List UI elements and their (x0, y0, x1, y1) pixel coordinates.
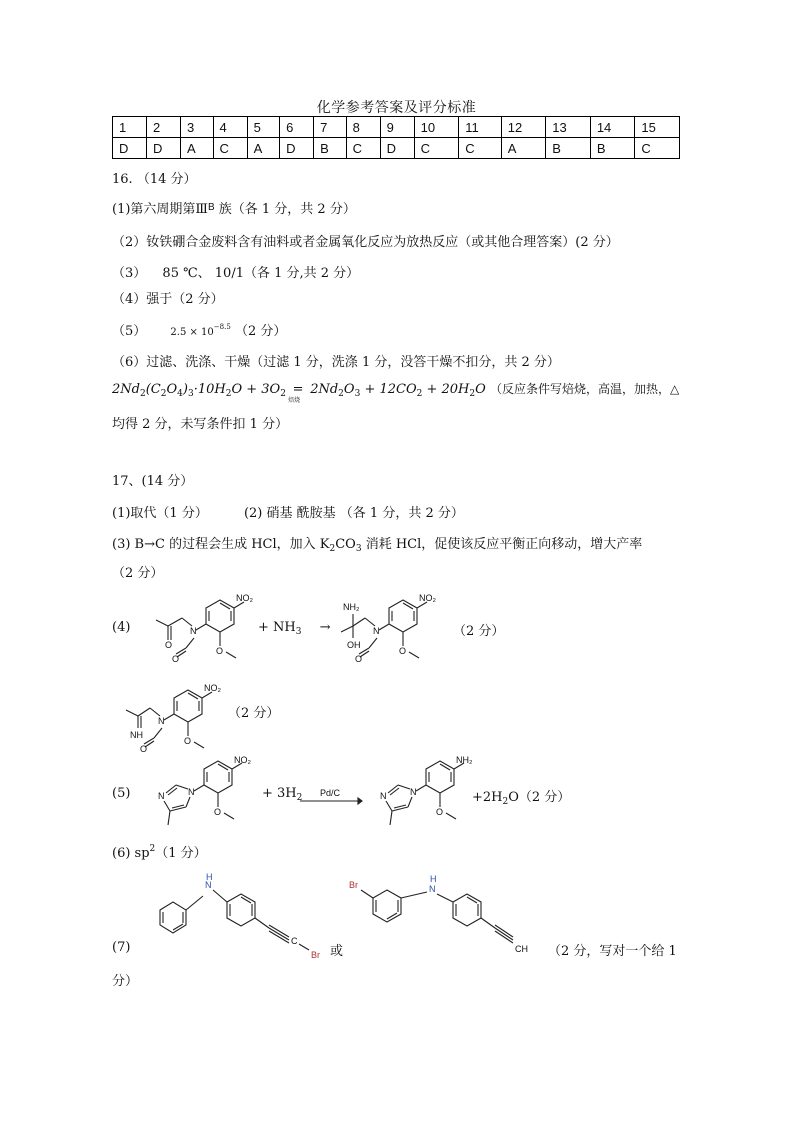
q17-answer-5-plus: + $3H_2$ (262, 786, 303, 803)
eq-part: ·10H (193, 382, 226, 397)
table-cell: C (459, 138, 502, 159)
q17-answer-4-label: (4) (112, 620, 131, 635)
n-label: N (205, 880, 212, 890)
q17-answer-6 (112, 842, 207, 861)
answer-text: +2H (472, 790, 503, 805)
no2-label: NO₂ (236, 593, 253, 603)
q17-answer-4-plus: + $NH_3$ → (258, 620, 331, 637)
answer-table (112, 116, 680, 159)
n-label: N (373, 626, 380, 636)
answer-text: (1)第六周期第Ⅲ (112, 202, 208, 217)
q17-answer-3-score: （2 分） (112, 566, 164, 581)
n-label: N (190, 626, 197, 636)
answer-text: 85 ℃、 10/1（各 1 分,共 2 分） (162, 266, 360, 281)
ch-label: CH (515, 944, 528, 954)
answer-text: 消耗 HCl，促使该反应平衡正向移动，增大产率 (361, 537, 643, 552)
answer-text: (2) 硝基 酰胺基 （各 1 分，共 2 分） (243, 506, 464, 521)
q17-answer-5-product: $+2H_2O(2$ 分） (472, 790, 571, 807)
answer-text: CO (335, 537, 356, 552)
table-cell: 13 (546, 117, 591, 138)
answer-label: （5） (112, 324, 147, 339)
table-row-answers (113, 138, 680, 159)
table-cell: 11 (459, 117, 502, 138)
answer-text: + NH (258, 620, 296, 635)
oh-label: OH (347, 640, 361, 650)
table-cell: 12 (501, 117, 546, 138)
table-cell: 3 (181, 117, 214, 138)
answer-text: O（2 分） (508, 790, 571, 805)
h-label: H (430, 874, 437, 884)
table-cell: B (546, 138, 591, 159)
o-label: O (140, 744, 148, 754)
table-cell: 14 (590, 117, 635, 138)
eq-note: （反应条件写焙烧，高温，加热，△ (489, 382, 680, 396)
nh2-label: NH₂ (343, 602, 360, 612)
answer-text: (3) B→C 的过程会生成 HCl，加入 K (112, 537, 330, 552)
q16-answer-6: （6）过滤、洗涤、干燥（过滤 1 分，洗涤 1 分，没答干燥不扣分，共 2 分） (112, 355, 560, 370)
q16-answer-1 (112, 198, 356, 217)
table-cell: D (380, 138, 414, 159)
h-label: H (206, 872, 213, 882)
q16-answer-5 (112, 320, 286, 339)
reaction-arrow-icon (300, 797, 362, 805)
table-cell: 5 (247, 117, 280, 138)
table-cell: 7 (314, 117, 347, 138)
page-title: 化学参考答案及评分标准 (316, 100, 477, 116)
q17-header: 17、(14 分） (112, 474, 194, 489)
o-label: O (214, 807, 222, 817)
q17-answer-5-label: (5) (112, 786, 131, 801)
n-label: N (429, 884, 436, 894)
q17-answer-7-or: 或 (330, 944, 344, 959)
diphenylamine-bromoalkyne-structure (155, 872, 325, 962)
table-cell: B (590, 138, 635, 159)
q17-answer-7-score-cont: 分） (112, 974, 139, 989)
o-label: O (355, 654, 363, 664)
eq-part: 2Nd (112, 382, 140, 397)
n-label: N (158, 716, 165, 726)
table-cell: C (346, 138, 380, 159)
table-cell: 9 (380, 117, 414, 138)
answer-score: （1 分） (155, 846, 207, 861)
table-cell: 8 (346, 117, 380, 138)
q17-answer-1-2 (112, 502, 464, 521)
reactant-nitro-amide-structure (150, 592, 253, 682)
q17-answer-4-score: （2 分） (453, 624, 505, 639)
table-cell: D (113, 138, 147, 159)
o-label: O (399, 646, 407, 656)
q17-answer-7-label: (7) (112, 940, 131, 955)
table-cell: 15 (635, 117, 680, 138)
n-label: N (188, 787, 195, 797)
table-cell: B (314, 138, 347, 159)
nh-label: NH (130, 730, 143, 740)
product-amino-alcohol-structure (333, 592, 443, 687)
nh2-label: NH₂ (456, 755, 473, 765)
eq-condition: 焙烧 (288, 397, 301, 404)
o-label: O (184, 736, 192, 746)
table-cell: 1 (113, 117, 147, 138)
n-label: N (158, 791, 165, 801)
eq-part: O (166, 382, 178, 397)
q17-answer-4-alt-score: （2 分） (228, 706, 280, 721)
table-cell: C (635, 138, 680, 159)
answer-value: 2.5 × 10 (170, 327, 214, 338)
eq-part: O + 3O (231, 382, 281, 397)
br-label: Br (349, 880, 358, 890)
answer-text: + 3H (262, 786, 297, 801)
q16-answer-2: （2）钕铁硼合金废料含有油料或者金属氧化反应为放热反应（或其他合理答案）(2 分） (112, 235, 619, 250)
q16-header (112, 168, 197, 187)
eq-part: O (343, 382, 355, 397)
reactant-imidazole-nitro-structure (148, 755, 258, 840)
answer-text: 族（各 1 分，共 2 分） (214, 202, 356, 217)
answer-score: （2 分） (234, 324, 287, 339)
product-imidazole-amine-structure (370, 755, 480, 840)
catalyst-label: Pd/C (319, 788, 340, 798)
eq-note-cont: 均得 2 分，未写条件扣 1 分） (112, 417, 289, 432)
table-row-numbers (113, 117, 680, 138)
no2-label: NO₂ (204, 683, 221, 693)
q17-answer-7-score: （2 分，写对一个给 1 (548, 944, 677, 959)
n-label: N (380, 791, 387, 801)
bromo-diphenylamine-alkyne-structure (345, 872, 545, 962)
table-cell: 2 (147, 117, 181, 138)
c-label: C (291, 936, 298, 946)
eq-arrow: = (292, 382, 304, 397)
answer-text: (1)取代（1 分） (112, 506, 208, 521)
table-cell: 6 (280, 117, 314, 138)
eq-part: O (475, 382, 486, 397)
group-letter: B (207, 202, 215, 213)
answer-label: （3） (112, 266, 147, 281)
o-label: O (172, 654, 180, 664)
o-label: O (436, 807, 444, 817)
q16-answer-3 (112, 262, 359, 281)
eq-part: ) (182, 382, 188, 397)
answer-text: (6) sp (112, 846, 150, 861)
eq-part: + 12CO (360, 382, 417, 397)
question-number: 16. (112, 172, 133, 187)
table-cell: 4 (213, 117, 247, 138)
table-cell: A (247, 138, 280, 159)
answer-exponent: −8.5 (213, 323, 231, 331)
q17-answer-3: (3) B→C 的过程会生成 HCl，加入 $K_2CO_3$ 消耗 HCl，促使该反应平衡正向移动，增大产率 (112, 537, 643, 554)
reaction-arrow: → (319, 620, 331, 635)
table-cell: A (501, 138, 546, 159)
table-cell: C (213, 138, 247, 159)
table-cell: 10 (414, 117, 459, 138)
eq-part: (C (145, 382, 161, 397)
eq-part: + 20H (422, 382, 470, 397)
n-label: N (410, 787, 417, 797)
no2-label: NO₂ (419, 593, 436, 603)
q16-answer-4: （4）强于（2 分） (112, 292, 224, 307)
br-label: Br (311, 950, 320, 960)
no2-label: NO₂ (234, 755, 251, 765)
table-cell: A (181, 138, 214, 159)
o-label: O (165, 640, 173, 650)
o-label: O (216, 646, 224, 656)
question-score: （14 分） (136, 172, 197, 187)
table-cell: D (280, 138, 314, 159)
q16-equation: $2Nd_2(C_2O_4)_3\cdot 10H_2O + 3O_2$ = 焙烧 $2Nd_2O_3 + 12CO_2 + 20H_2O$ （反应条件写焙烧，高温，加热，△ (112, 382, 680, 404)
eq-part: 2Nd (310, 382, 339, 397)
answer-sup: 2 (149, 844, 156, 854)
table-cell: C (414, 138, 459, 159)
table-cell: D (147, 138, 181, 159)
